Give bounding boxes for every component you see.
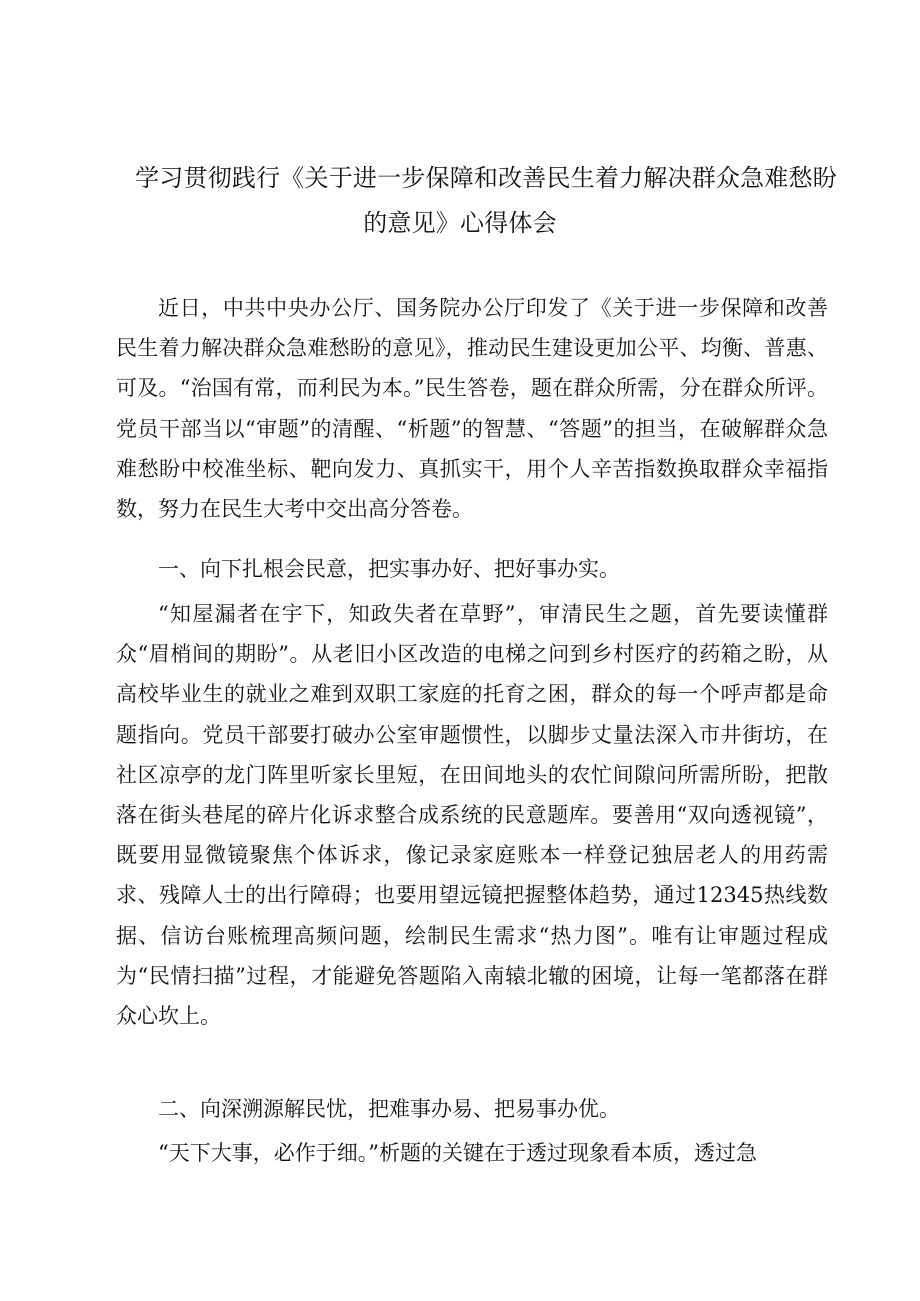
document-title-line-2: 的意见》心得体会: [363, 209, 557, 237]
section-1-heading: 一、向下扎根会民意，把实事办好、把好事办实。: [158, 557, 620, 581]
section-2-heading: 二、向深溯源解民忧，把难事办易、把易事办优。: [158, 1097, 620, 1121]
document-title-line-1: 学习贯彻践行《关于进一步保障和改善民生着力解决群众急难愁盼: [135, 164, 837, 192]
section-2-paragraph: “天下大事，必作于细。”析题的关键在于透过现象看本质，透过急: [158, 1141, 757, 1165]
intro-paragraph: 近日，中共中央办公厅、国务院办公厅印发了《关于进一步保障和改善民生着力解决群众急难愁盼的意见》，推动民生建设更加公平、均衡、普惠、可及。“治国有常，而利民为本。”民生答卷，题在群众所需，分在群众所评。党员干部当以“审题”的清醒、“析题”的智慧、“答题”的担当，在破解群众急难愁盼中校准坐标、靶向发力、真抓实干，用个人辛苦指数换取群众幸福指数，努力在民生大考中交出高分答卷。: [116, 296, 828, 522]
section-1-paragraph: “知屋漏者在宇下，知政失者在草野”，审清民生之题，首先要读懂群众“眉梢间的期盼”。从老旧小区改造的电梯之问到乡村医疗的药箱之盼，从高校毕业生的就业之难到双职工家庭的托育之困，群众的每一个呼声都是命题指向。党员干部要打破办公室审题惯性，以脚步丈量法深入市井街坊，在社区凉亭的龙门阵里听家长里短，在田间地头的农忙间隙问所需所盼，把散落在街头巷尾的碎片化诉求整合成系统的民意题库。要善用“双向透视镜”，既要用显微镜聚焦个体诉求，像记录家庭账本一样登记独居老人的用药需求、残障人士的出行障碍；也要用望远镜把握整体趋势，通过12345热线数据、信访台账梳理高频问题，绘制民生需求“热力图”。唯有让审题过程成为“民情扫描”过程，才能避免答题陷入南辕北辙的困境，让每一笔都落在群众心坎上。: [116, 602, 828, 1029]
